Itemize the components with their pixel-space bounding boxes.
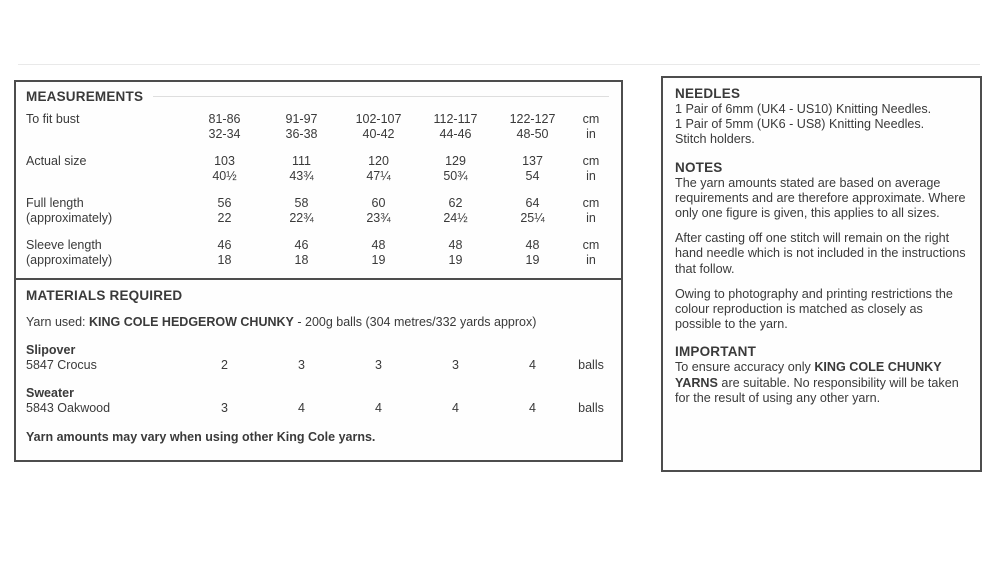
important-paragraph [675, 360, 968, 406]
measurements-table [26, 112, 611, 267]
yarn-used-prefix: Yarn used: [26, 315, 90, 329]
value-cell: 48 19 [525, 238, 540, 267]
garment-name: Sweater [26, 386, 74, 400]
needles-line: 1 Pair of 5mm (UK6 - US8) Knitting Needles. [675, 117, 925, 132]
notes-title: NOTES [675, 159, 723, 175]
row-sublabel: (approximately) [26, 210, 113, 225]
materials-box [14, 278, 623, 462]
row-label: Actual size [26, 154, 87, 168]
important-prefix: To ensure accuracy only [675, 360, 815, 375]
measurements-title-text: MEASUREMENTS [26, 89, 144, 104]
yarn-variance-note: Yarn amounts may vary when using other King Cole yarns. [26, 430, 376, 444]
yarn-code: 5847 Crocus [26, 358, 97, 372]
garment-name: Slipover [26, 343, 76, 357]
qty-cell: 3 [452, 358, 459, 372]
needles-title: NEEDLES [675, 86, 741, 101]
value-cell: 58 22¾ [289, 196, 314, 225]
value-cell: 103 40½ [212, 154, 237, 183]
value-cell: 102-107 40-42 [355, 112, 402, 141]
unit-cell: balls [578, 401, 604, 415]
important-suffix: are suitable. No responsibility will be taken for the result of using any other yarn. [675, 375, 959, 405]
row-label: Sleeve length [26, 238, 102, 252]
unit-cell: balls [578, 358, 604, 372]
qty-cell: 3 [221, 401, 228, 415]
value-cell: 122-127 48-50 [509, 112, 556, 141]
needles-line: Stitch holders. [675, 132, 755, 147]
measurement-row-actual-size [26, 154, 611, 183]
notes-paragraph: After casting off one stitch will remain on the right hand needle which is not included in the instructions that follow. [675, 231, 966, 276]
yarn-used-suffix: - 200g balls (304 metres/332 yards approx) [293, 315, 537, 329]
materials-title [26, 288, 611, 303]
value-cell: 81-86 32-34 [208, 112, 241, 141]
notes-paragraph: The yarn amounts stated are based on average requirements and are therefore approximate. Where only one figure is given, this applies to all sizes. [675, 175, 966, 221]
yarn-name: KING COLE HEDGEROW CHUNKY [89, 315, 294, 329]
yarn-code: 5843 Oakwood [26, 401, 111, 415]
important-bold: KING COLE CHUNKY YARNS [675, 360, 942, 390]
materials-row-slipover [26, 343, 611, 373]
title-rule [153, 96, 609, 97]
measurements-title [26, 89, 611, 104]
yarn-used-line [26, 315, 611, 330]
unit-cell: cm in [582, 154, 600, 183]
info-box [661, 76, 982, 472]
value-cell: 46 18 [217, 238, 232, 267]
qty-cell: 3 [298, 358, 305, 372]
value-cell: 111 43¾ [289, 154, 314, 183]
needles-line: 1 Pair of 6mm (UK4 - US10) Knitting Needles. [675, 102, 932, 116]
materials-row-sweater [26, 386, 611, 416]
value-cell: 129 50¾ [443, 154, 468, 183]
notes-paragraph: Owing to photography and printing restrictions the colour reproduction is matched as closely as possible to the yarn. [675, 286, 953, 332]
qty-cell: 4 [298, 401, 305, 415]
value-cell: 48 19 [371, 238, 386, 267]
row-sublabel: (approximately) [26, 252, 113, 267]
row-label: To fit bust [26, 112, 80, 126]
qty-cell: 4 [452, 401, 459, 415]
unit-cell: cm in [582, 112, 600, 141]
measurement-row-to-fit-bust [26, 112, 611, 141]
value-cell: 120 47¼ [366, 154, 391, 183]
qty-cell: 4 [529, 358, 536, 372]
value-cell: 46 18 [294, 238, 309, 267]
value-cell: 60 23¾ [366, 196, 391, 225]
materials-title-text: MATERIALS REQUIRED [26, 288, 183, 303]
unit-cell: cm in [582, 196, 600, 225]
qty-cell: 4 [375, 401, 382, 415]
measurement-row-full-length [26, 196, 611, 225]
value-cell: 137 54 [522, 154, 543, 183]
measurement-row-sleeve-length [26, 238, 611, 267]
value-cell: 56 22 [217, 196, 232, 225]
qty-cell: 2 [221, 358, 228, 372]
qty-cell: 4 [529, 401, 536, 415]
value-cell: 112-117 44-46 [433, 112, 478, 141]
page-edge-line [18, 64, 980, 65]
value-cell: 62 24½ [443, 196, 468, 225]
unit-cell: cm in [582, 238, 600, 267]
row-label: Full length [26, 196, 84, 210]
value-cell: 64 25¼ [520, 196, 545, 225]
value-cell: 91-97 36-38 [285, 112, 318, 141]
measurements-box [14, 80, 623, 278]
value-cell: 48 19 [448, 238, 463, 267]
qty-cell: 3 [375, 358, 382, 372]
important-title: IMPORTANT [675, 344, 757, 360]
